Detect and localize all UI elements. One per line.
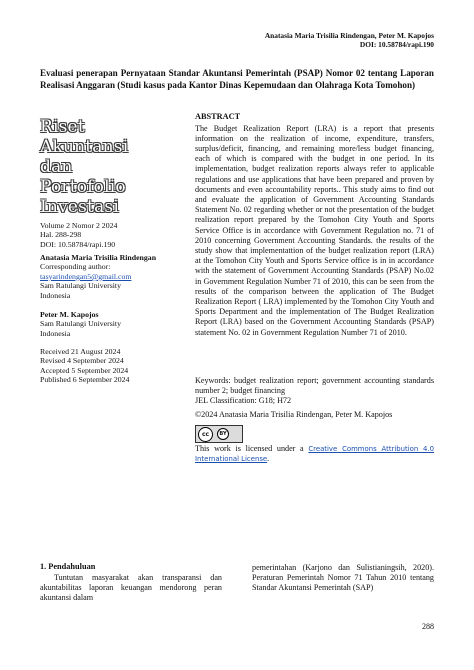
right-column-text: pemerintahan (Karjono dan Sulistianingsih, 2020). Peraturan Pemerintah Nomor 71 Tahun 2010 tentang Standar Akuntansi Pemerintah (SAP) <box>252 563 434 593</box>
cc-by-badge[interactable] <box>195 425 243 443</box>
date-published: Published 6 September 2024 <box>40 375 130 385</box>
abstract-text: The Budget Realization Report (LRA) is a report that presents information on the realization of income, expenditure, transfers, surplus/deficit, financing, and remaining more/less budget financing, each of which is compared with the budget in one period. In its implementation, budget realization reports always refer to applicable regulations and use applications that have been prepared and proven by documents and even accountability reports.. This study aims to find out and evaluate the application of Government Accounting Standards Statement No. 02 regarding whether or not the presentation of the budget realization report prepared by the Tomohon City Youth and Sports Service Office is in accordance with Government Regulation no. 71 of 2010 concerning Government Accounting Standards. the results of the study show that implementattion of the budget realization report (LRA) at the Tomohon City Youth and Sports Service office is in in accordance with the statement of Government Accounting Standards (PSAP) No.02 in Government Regulation Number 71 of 2010, this can be seen from the results of the comparison between the application of The Budget Realization Report ( LRA) implemented by the Tomohon City Youth and Sports Department and the implementation of The Budget Realization Report (LRA) based on the Government Accounting Standards (PSAP) statement No. 02 in Government Regulation Number 71 of 2010. <box>195 123 434 337</box>
author-1-block <box>40 253 180 300</box>
issue-info <box>40 221 180 249</box>
author-1-affiliation: Sam Ratulangi University <box>40 281 121 291</box>
issue-pages: Hal. 288-298 <box>40 230 82 240</box>
journal-logo-line: dan <box>40 157 73 177</box>
date-received: Received 21 August 2024 <box>40 347 121 356</box>
header-doi: DOI: 10.58784/rapi.190 <box>359 40 434 50</box>
license-link[interactable]: Creative Commons Attribution 4.0 International License <box>195 445 434 464</box>
license-prefix: This work is licensed under a <box>195 444 309 453</box>
section-heading: 1. Pendahuluan <box>40 562 96 571</box>
issue-doi: DOI: 10.58784/rapi.190 <box>40 239 116 249</box>
journal-logo-line: Investasi <box>40 197 119 217</box>
author-2-country: Indonesia <box>40 328 71 338</box>
author-1-name: Anatasia Maria Trisilia Rindengan <box>40 253 157 262</box>
keywords-block <box>195 376 434 407</box>
author-1-email-link[interactable]: tasyarindengan5@gmail.com <box>40 271 132 281</box>
journal-logo <box>40 117 180 217</box>
cc-icon: cc <box>198 427 213 442</box>
journal-logo-line: Akuntansi <box>40 137 129 157</box>
by-icon: BY <box>217 428 229 440</box>
journal-logo-line: Portofolio <box>40 177 126 197</box>
issue-volume: Volume 2 Nomor 2 2024 <box>40 221 118 230</box>
copyright-notice: ©2024 Anatasia Maria Trisilia Rindengan, Peter M. Kapojos <box>195 410 393 419</box>
keywords: Keywords: budget realization report; government accounting standards number 2; budget financing <box>195 376 434 396</box>
journal-logo-line: Riset <box>40 117 85 137</box>
abstract-heading: ABSTRACT <box>195 112 241 121</box>
paper-title: Evaluasi penerapan Pernyataan Standar Akuntansi Pemerintah (PSAP) Nomor 02 tentang Laporan Realisasi Anggaran (Studi kasus pada Kantor Dinas Kepemudaan dan Olahraga Kota Tomohon) <box>40 68 434 90</box>
date-accepted: Accepted 5 September 2024 <box>40 365 129 375</box>
author-2-affiliation: Sam Ratulangi University <box>40 319 121 329</box>
author-2-name: Peter M. Kapojos <box>40 310 99 319</box>
author-1-country: Indonesia <box>40 290 71 300</box>
jel-classification: JEL Classification: G18; H72 <box>195 396 292 406</box>
author-2-block <box>40 310 180 338</box>
left-column-text: Tuntutan masyarakat akan transparansi dan akuntabilitas laporan keuangan mendorong peran akuntansi dalam <box>40 573 222 603</box>
license-suffix: . <box>267 454 270 464</box>
running-header <box>265 31 434 50</box>
article-dates <box>40 347 180 385</box>
page-number: 288 <box>422 622 434 631</box>
date-revised: Revised 4 September 2024 <box>40 356 124 366</box>
license-statement <box>195 444 434 464</box>
header-authors: Anatasia Maria Trisilia Rindengan, Peter M. Kapojos <box>264 31 434 40</box>
author-1-role: Corresponding author: <box>40 262 111 272</box>
